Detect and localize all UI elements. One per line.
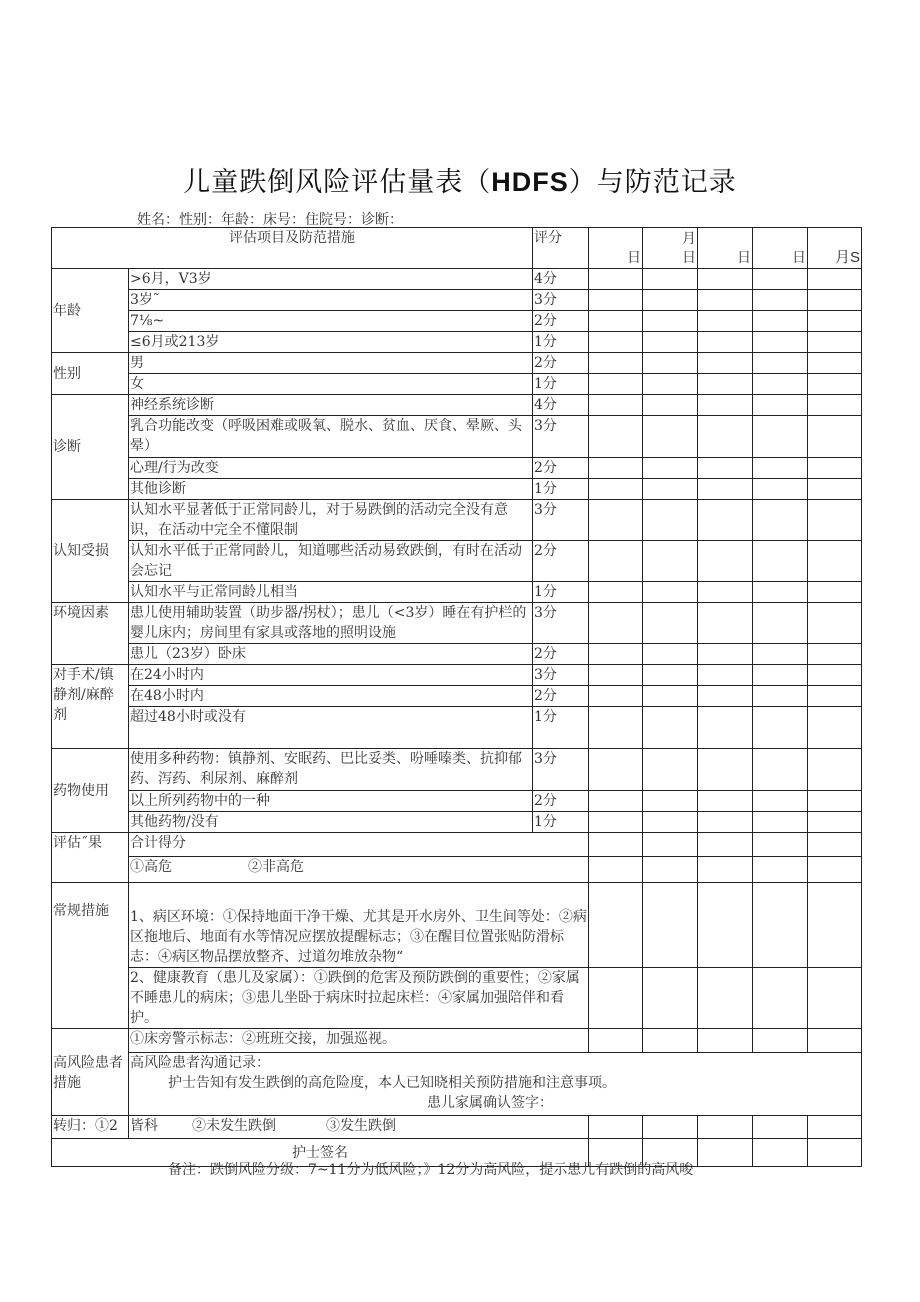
routine-education-text: 2、健康教育（患儿及家属）：①跌倒的危害及预防跌倒的重要性；②家属不睡患儿的病床；③患儿坐卧于病床时拉起床栏：④家属加强陪伴和看护。 [129,968,589,1029]
drugs-item: 使用多种药物：镇静剂、安眠药、巴比妥类、吩唾嗪类、抗抑郁药、泻药、利尿剂、麻醉剂 [129,749,533,791]
header-date-3: 日 [698,228,753,269]
high-risk-label: 高风险患者措施 [52,1029,129,1116]
sex-label: 性别 [52,353,129,395]
header-row [52,228,862,269]
nurse-signature-label: 护士签名 [52,1139,589,1167]
header-score: 评分 [533,228,589,269]
transfer-label: 转归：①2 [52,1116,129,1139]
result-label: 评估˝果 [52,833,129,883]
communication-text: 护士告知有发生跌倒的高危险度，本人已知晓相关预防措施和注意事项。 [168,1075,616,1091]
transfer-opt-1: 皆科 [130,1118,158,1134]
age-item: ≤6月或213岁 [129,332,533,353]
cognition-score: 2分 [533,541,589,582]
patient-info-line: 姓名：性别：年龄：床号：住院号：诊断： [137,212,403,228]
age-score: 3分 [533,290,589,311]
environment-score: 2分 [533,644,589,665]
drugs-item: 以上所列药物中的一种 [129,791,533,812]
header-item: 评估项目及防范措施 [52,228,533,269]
surgery-item: 在48小时内 [129,686,533,707]
cognition-score: 3分 [533,500,589,541]
cognition-item: 认知水平低于正常同龄儿，知道哪些活动易致跌倒，有时在活动会忘记 [129,541,533,582]
drugs-label: 药物使用 [52,749,129,833]
diagnosis-score: 2分 [533,458,589,479]
total-score-label: 合计得分 [129,833,589,857]
environment-item: 患儿使用辅助装置（助步器/拐杖）；患儿（<3岁）睡在有护栏的婴儿床内；房间里有家具或落地的照明设施 [129,603,533,644]
transfer-opt-3: ③发生跌倒 [326,1118,396,1134]
surgery-score: 2分 [533,686,589,707]
cognition-score: 1分 [533,582,589,603]
sex-item: 女 [129,374,533,395]
cognition-label: 认知受损 [52,500,129,603]
environment-item: 患儿（23岁）卧床 [129,644,533,665]
transfer-opt-2: ②未发生跌倒 [192,1118,276,1134]
cognition-item: 认知水平与正常同龄儿相当 [129,582,533,603]
sex-score: 1分 [533,374,589,395]
communication-title: 高风险患者沟通记录： [130,1055,270,1071]
age-score: 4分 [533,269,589,290]
page-title: 儿童跌倒风险评估量表（HDFS）与防范记录 [183,167,737,198]
diagnosis-item: 神经系统诊断 [129,395,533,416]
drugs-item: 其他药物/没有 [129,812,533,833]
diagnosis-score: 3分 [533,416,589,458]
risk-high: ①高危 [130,859,172,875]
cognition-item: 认知水平显著低于正常同龄儿，对于易跌倒的活动完全没有意识，在活动中完全不懂限制 [129,500,533,541]
sex-score: 2分 [533,353,589,374]
drugs-score: 2分 [533,791,589,812]
communication-record [129,1053,862,1116]
surgery-label: 对手术/镇静剂/麻醉剂 [52,665,129,749]
age-item: >6月，V3岁 [129,269,533,290]
surgery-item: 超过48小时或没有 [129,707,533,749]
diagnosis-item: 其他诊断 [129,479,533,500]
surgery-score: 1分 [533,707,589,749]
diagnosis-score: 4分 [533,395,589,416]
sex-item: 男 [129,353,533,374]
age-item: 7⅛~ [129,311,533,332]
family-signature-label: 患儿家属确认签字： [427,1095,553,1111]
surgery-item: 在24小时内 [129,665,533,686]
high-risk-measures: ①床旁警示标志：②班班交接，加强巡视。 [129,1029,589,1053]
age-score: 2分 [533,311,589,332]
diagnosis-label: 诊断 [52,395,129,500]
drugs-score: 1分 [533,812,589,833]
age-score: 1分 [533,332,589,353]
header-date-4: 日 [753,228,808,269]
header-date-2: 月 日 [643,228,698,269]
routine-label: 常规措施 [52,883,129,1029]
drugs-score: 3分 [533,749,589,791]
header-date-1: 日 [589,228,643,269]
transfer-options [129,1116,589,1139]
risk-low: ②非高危 [248,859,304,875]
header-date-5: 月S [808,228,862,269]
diagnosis-score: 1分 [533,479,589,500]
surgery-score: 3分 [533,665,589,686]
diagnosis-item: 乳合功能改变（呼吸困难或吸氧、脱水、贫血、厌食、晕厥、头晕） [129,416,533,458]
environment-score: 3分 [533,603,589,644]
footnote: 备注：跌倒风险分级：7~11分为低风险；》12分为高风险，提示患儿有跌倒的高风唆 [168,1162,694,1178]
environment-label: 环境因素 [52,603,129,665]
assessment-table [51,227,862,1167]
routine-environment-text: 1、病区环境：①保持地面干净干燥、尤其是开水房外、卫生间等处：②病区拖地后、地面有水等情况应摆放提醒标志；③在醒目位置张贴防滑标志：④病区物品摆放整齐、过道勿堆放杂物“ [129,883,589,968]
age-label: 年龄 [52,269,129,353]
risk-options [129,857,589,883]
diagnosis-item: 心理/行为改变 [129,458,533,479]
age-item: 3岁˜ [129,290,533,311]
